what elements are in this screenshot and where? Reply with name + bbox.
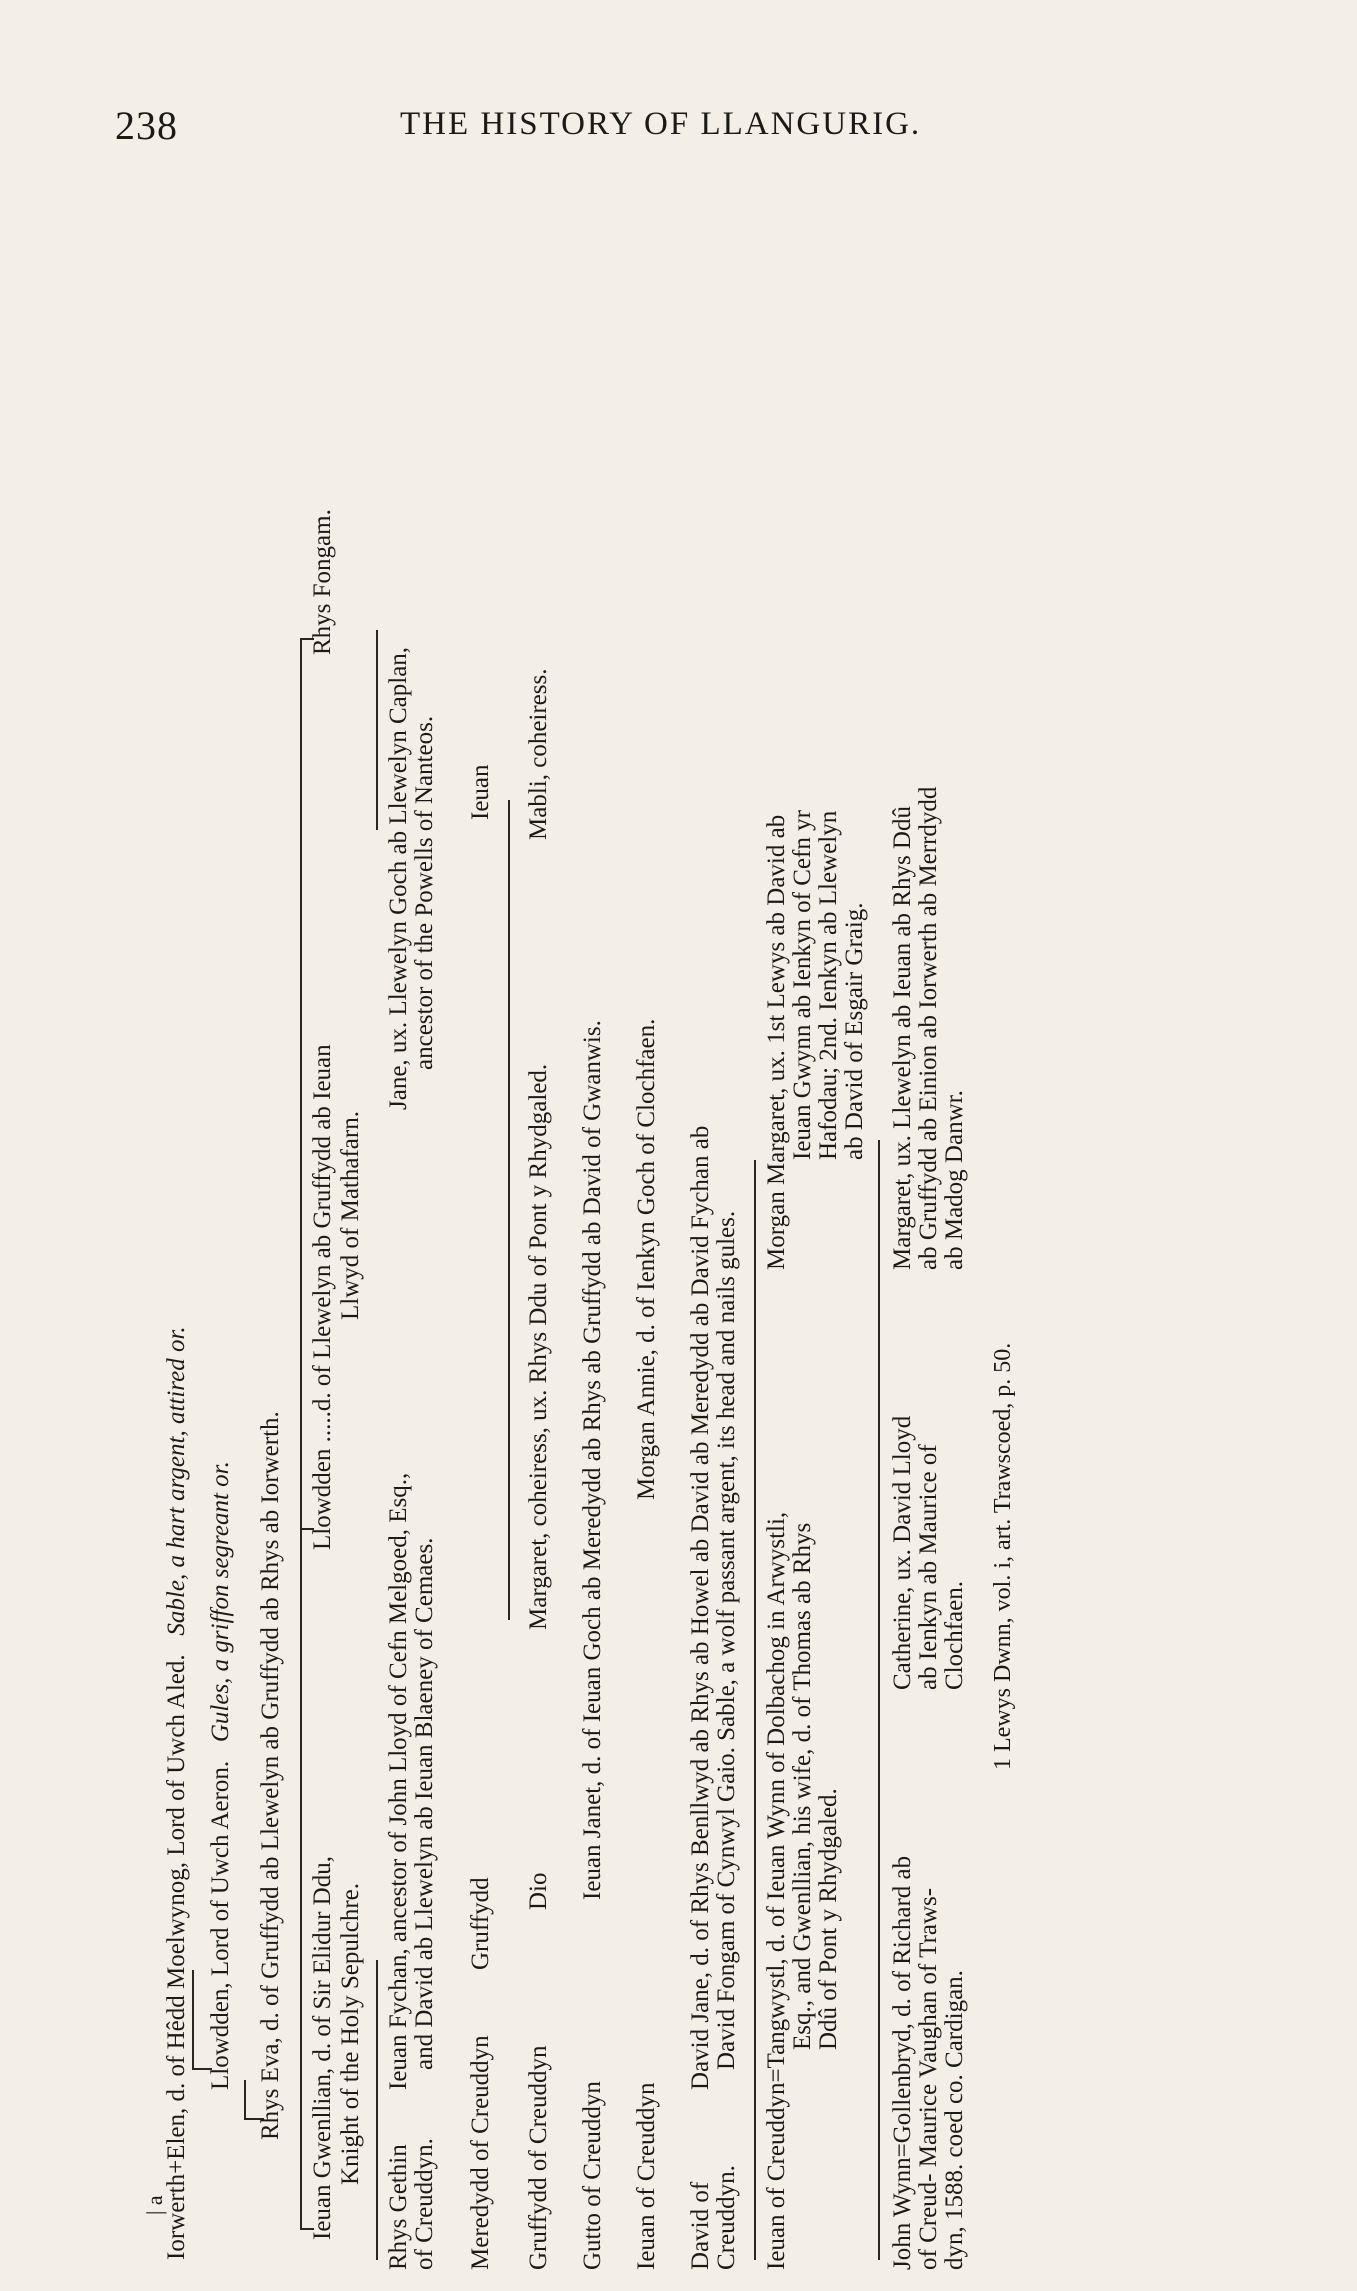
running-title: THE HISTORY OF LLANGURIG.: [400, 106, 922, 142]
pedigree-line-9b: Morgan Annie, d. of Ienkyn Goch of Clochfaen.: [633, 1018, 660, 1500]
pedigree-line-10b: David Jane, d. of Rhys Benllwyd ab Rhys ab Howel ab David ab Meredydd ab David Fychan ab: [687, 1125, 714, 2090]
pedigree-line-2: Llowdden, Lord of Uwch Aeron. Gules, a griffon segreant or.: [207, 1461, 234, 2090]
sibling-bar: [376, 630, 378, 830]
pedigree-line-5c: Jane, ux. Llewelyn Goch ab Llewelyn Caplan,: [385, 646, 412, 1110]
pedigree-line-10b-2: David Fongam of Cynwyl Gaio. Sable, a wolf passant argent, its head and nails gules.: [713, 1210, 740, 2070]
pedigree-line-4-left-2: Knight of the Holy Sepulchre.: [337, 1882, 364, 2185]
pedigree-line-12c-3: ab Madog Danwr.: [941, 1090, 968, 1270]
pedigree-line-11b-4: ab David of Esgair Graig.: [841, 902, 868, 1160]
pedigree-line-12b: Catherine, ux. David Lloyd: [889, 1415, 916, 1690]
connector: [192, 1970, 194, 2070]
pedigree-line-12c: Margaret, ux. Llewelyn ab Ieuan ab Rhys Ddû: [889, 806, 916, 1270]
pedigree-line-5c-2: ancestor of the Powells of Nanteos.: [411, 715, 438, 1070]
pedigree-line-6b: Gruffydd: [467, 1877, 494, 1970]
page-header: [115, 102, 1245, 152]
sibling-bar: [508, 800, 510, 1620]
pedigree-line-7d: Mabli, coheiress.: [525, 668, 552, 840]
pedigree-line-4-middle-2: Llwyd of Mathafarn.: [337, 1111, 364, 1320]
sibling-bar: [376, 1960, 378, 2260]
pedigree-line-5b: Ieuan Fychan, ancestor of John Lloyd of Cefn Melgoed, Esq.,: [385, 1472, 412, 2090]
pedigree-line-5a: Rhys Gethin: [385, 2144, 412, 2270]
pedigree-line-4-right: Rhys Fongam.: [309, 509, 336, 655]
pedigree-line-5a-2: of Creuddyn.: [411, 2138, 438, 2270]
pedigree-line-11a-3: Ddû of Pont y Rhydgaled.: [815, 1788, 842, 2050]
pedigree-line-6c: Ieuan: [467, 764, 494, 820]
pedigree-line-3: Rhys Eva, d. of Gruffydd ab Llewelyn ab Gruffydd ab Rhys ab Iorwerth.: [257, 1411, 284, 2140]
pedigree-line-4-middle: Llowdden .....d. of Llewelyn ab Gruffydd ab Ieuan: [309, 1044, 336, 1550]
pedigree-line-7c: Margaret, coheiress, ux. Rhys Ddu of Pont y Rhydgaled.: [525, 1063, 552, 1630]
pedigree-line-6a: Meredydd of Creuddyn: [467, 2035, 494, 2270]
pedigree-line-9a: Ieuan of Creuddyn: [633, 2082, 660, 2270]
pedigree-line-11a: Ieuan of Creuddyn=Tangwystl, d. of Ieuan Wynn of Dolbachog in Arwystli,: [763, 1511, 790, 2270]
footnote: 1 Lewys Dwnn, vol. i, art. Trawscoed, p. 50.: [990, 1342, 1016, 1770]
pedigree-line-10a: David of: [687, 2181, 714, 2270]
pedigree-line-12a-2: of Creud- Maurice Vaughan of Traws-: [915, 1887, 942, 2270]
pedigree-line-12c-2: ab Gruffydd ab Einion ab Iorwerth ab Merrdydd: [915, 786, 942, 1270]
pedigree-line-11b-3: Hafodau; 2nd. Ienkyn ab Llewelyn: [815, 810, 842, 1160]
pedigree-line-12b-2: ab Ienkyn ab Maurice of: [915, 1444, 942, 1690]
page-number: 238: [115, 103, 178, 148]
reference-marker: | a: [142, 2195, 167, 2215]
pedigree-line-11b: Morgan Margaret, ux. 1st Lewys ab David ab: [763, 814, 790, 1270]
sibling-bar: [300, 640, 302, 2230]
pedigree-line-11b-2: Ieuan Gwynn ab Ienkyn of Cefn yr: [789, 810, 816, 1160]
pedigree-line-7a: Gruffydd of Creuddyn: [525, 2045, 552, 2270]
pedigree-line-12b-3: Clochfaen.: [941, 1581, 968, 1690]
pedigree-line-1: Iorwerth+Elen, d. of Hêdd Moelwynog, Lord of Uwch Aled. Sable, a hart argent, attired or.: [163, 1326, 190, 2260]
sibling-bar: [878, 1140, 880, 2260]
pedigree-line-8a: Gutto of Creuddyn: [579, 2081, 606, 2270]
pedigree-line-5b-2: and David ab Llewelyn ab Ieuan Blaeney of Cemaes.: [411, 1537, 438, 2070]
sibling-bar: [754, 1160, 756, 2260]
pedigree-line-8b: Ieuan Janet, d. of Ieuan Goch ab Meredydd ab Rhys ab Gruffydd ab David of Gwanwis.: [579, 1020, 606, 1900]
pedigree-line-7b: Dio: [525, 1872, 552, 1910]
pedigree-line-12a: John Wynn=Gollenbryd, d. of Richard ab: [889, 1855, 916, 2270]
pedigree-line-12a-3: dyn, 1588. coed co. Cardigan.: [941, 1970, 968, 2270]
connector: [244, 2080, 246, 2120]
pedigree-line-10a-2: Creuddyn.: [713, 2165, 740, 2270]
pedigree-chart: [142, 170, 1268, 2270]
pedigree-line-4-left: Ieuan Gwenllian, d. of Sir Elidur Ddu,: [309, 1856, 336, 2240]
pedigree-line-11a-2: Esq., and Gwenllian, his wife, d. of Thomas ab Rhys: [789, 1522, 816, 2050]
